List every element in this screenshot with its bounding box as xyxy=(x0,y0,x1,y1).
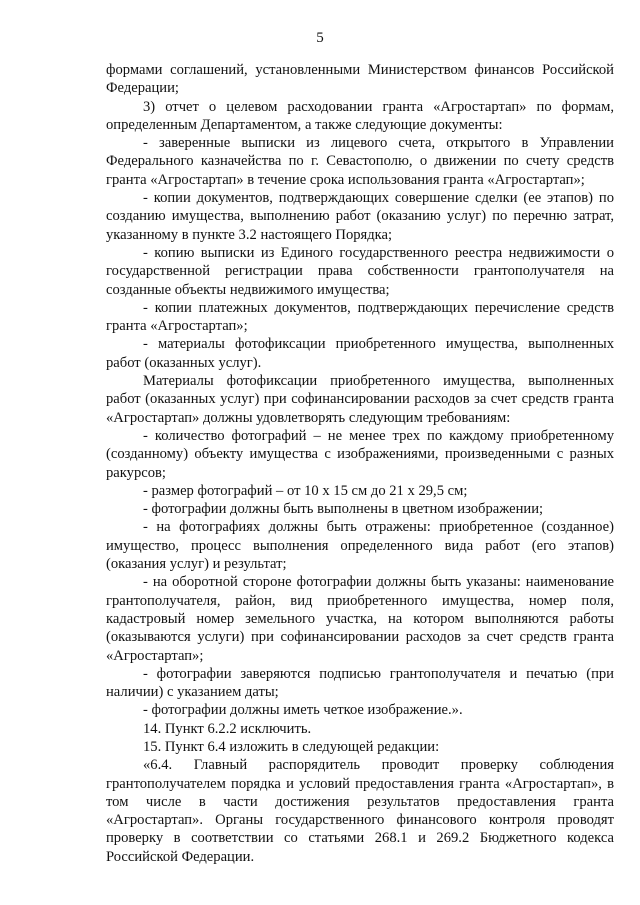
list-item-photo-signature: - фотографии заверяются подписью грантополучателя и печатью (при наличии) с указанием даты; xyxy=(106,665,614,701)
list-item-bank-statements: - заверенные выписки из лицевого счета, открытого в Управлении Федерального казначейства по г. Севастополю, о движении по счету средств гранта «Агростартап» в течение срока использования гранта «Агростартап»; xyxy=(106,135,614,188)
list-item-photo-content: - на фотографиях должны быть отражены: приобретенное (созданное) имущество, процесс выполнения определенного вида работ (его этапов) (оказания услуг) и результат; xyxy=(106,519,614,573)
list-item-photo-back-side: - на оборотной стороне фотографии должны быть указаны: наименование грантополучателя, район, вид приобретенного имущества, номер поля, кадастровый номер земельного участка, на котором выполняются работы (оказываются услуги) при софинансировании расходов за счет средств гранта «Агростартап»; xyxy=(106,574,614,664)
paragraph-report: 3) отчет о целевом расходовании гранта «Агростартап» по формам, определенным Департаментом, а также следующие документы: xyxy=(106,98,614,133)
paragraph-photo-requirements: Материалы фотофиксации приобретенного имущества, выполненных работ (оказанных услуг) при софинансировании расходов за счет средств гранта «Агростартап» должны удовлетворять следующим требованиям: xyxy=(106,373,614,426)
list-item-transaction-docs: - копии документов, подтверждающих совершение сделки (ее этапов) по созданию имущества, выполнению работ (оказанию услуг) по перечню затрат, указанному в пункте 3.2 настоящего Порядка; xyxy=(106,190,614,243)
paragraph-continuation: формами соглашений, установленными Министерством финансов Российской Федерации; xyxy=(106,62,614,97)
paragraph-item-14: 14. Пункт 6.2.2 исключить. xyxy=(143,720,312,737)
list-item-photo-clarity: - фотографии должны иметь четкое изображение.». xyxy=(143,702,463,719)
page-number: 5 xyxy=(316,30,324,46)
list-item-photo-materials: - материалы фотофиксации приобретенного имущества, выполненных работ (оказанных услуг). xyxy=(106,336,614,371)
document-body xyxy=(106,61,614,866)
list-item-photo-color: - фотографии должны быть выполнены в цветном изображении; xyxy=(143,501,544,518)
paragraph-item-6-4: «6.4. Главный распорядитель проводит проверку соблюдения грантополучателем порядка и условий предоставления гранта «Агростартап», в том числе в части достижения результатов предоставления гранта «Агростартап». Органы государственного финансового контроля проводят проверку в соответствии со статьями 268.1 и 269.2 Бюджетного кодекса Российской Федерации. xyxy=(106,757,614,865)
list-item-photo-size: - размер фотографий – от 10 х 15 см до 21 х 29,5 см; xyxy=(143,482,468,499)
list-item-registry-extract: - копию выписки из Единого государственного реестра недвижимости о государственной регистрации права собственности грантополучателя на созданные объекты недвижимого имущества; xyxy=(106,244,614,298)
list-item-photo-count: - количество фотографий – не менее трех по каждому приобретенному (созданному) объекту имущества с изображениями, произведенными с разных ракурсов; xyxy=(106,427,614,481)
list-item-payment-docs: - копии платежных документов, подтверждающих перечисление средств гранта «Агростартап»; xyxy=(106,299,614,335)
paragraph-item-15: 15. Пункт 6.4 изложить в следующей редакции: xyxy=(143,738,440,755)
